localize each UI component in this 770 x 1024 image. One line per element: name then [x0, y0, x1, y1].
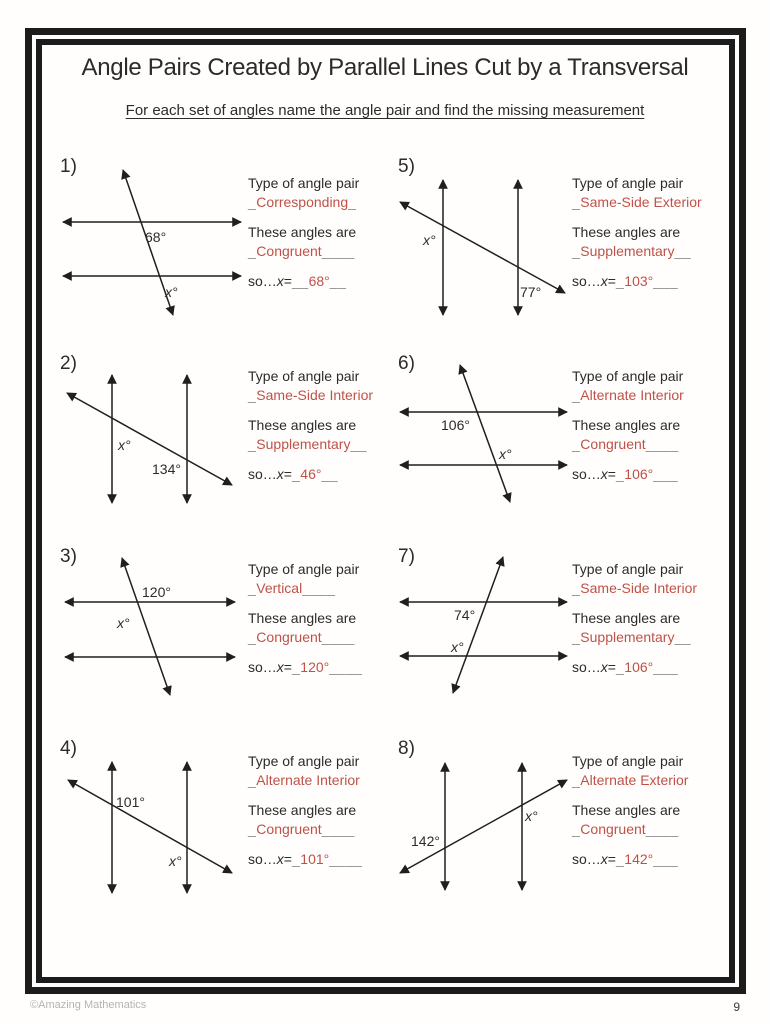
blank: _: [248, 387, 257, 403]
given-angle-label: 120°: [142, 584, 171, 600]
page-number: 9: [733, 1000, 740, 1014]
type-label: Type of angle pair: [248, 368, 360, 384]
relation-answer-line: [572, 820, 722, 839]
problem-4-number: 4): [60, 738, 77, 759]
blank: ____: [329, 851, 363, 867]
so-prefix: so…: [572, 851, 601, 867]
blank: _: [248, 772, 257, 788]
relation-label: These angles are: [572, 417, 681, 433]
blank: _: [248, 629, 257, 645]
blank: __: [674, 629, 692, 645]
type-answer-line: [572, 579, 722, 598]
problem-6-answers: [572, 367, 722, 484]
unknown-angle-label: x°: [118, 437, 131, 453]
problem-5-diagram: [393, 162, 583, 322]
type-answer-line: [572, 193, 722, 212]
blank: _: [615, 466, 625, 482]
blank: _: [572, 629, 581, 645]
problem-5-number: 5): [398, 156, 415, 177]
x-value: 103°: [624, 273, 654, 289]
blank: __: [321, 466, 339, 482]
unknown-angle-label: x°: [499, 446, 512, 462]
type-answer-line: [248, 193, 398, 212]
given-angle-label: 74°: [454, 607, 476, 623]
unknown-angle-label: x°: [169, 853, 182, 869]
blank: __: [350, 436, 368, 452]
instructions: For each set of angles name the angle pair and find the missing measurement: [125, 102, 645, 119]
x-variable: x: [276, 466, 284, 482]
relation-answer-line: [248, 242, 398, 261]
so-prefix: so…: [248, 273, 277, 289]
blank: _: [572, 821, 581, 837]
transversal-line: [460, 365, 510, 502]
type-answer: Alternate Interior: [580, 387, 684, 403]
blank: _: [572, 436, 581, 452]
type-answer-line: [248, 579, 398, 598]
relation-answer: Congruent: [256, 243, 322, 259]
blank: _: [248, 436, 257, 452]
transversal-line: [67, 393, 232, 485]
blank: ___: [653, 851, 679, 867]
relation-answer: Supplementary: [580, 243, 675, 259]
so-prefix: so…: [572, 659, 601, 675]
equals-sign: =: [283, 466, 292, 482]
relation-answer-line: [572, 435, 722, 454]
relation-answer-line: [248, 628, 398, 647]
unknown-angle-label: x°: [165, 284, 178, 300]
problem-3-number: 3): [60, 546, 77, 567]
problem-2-diagram: [55, 358, 255, 518]
unknown-angle-label: x°: [423, 232, 436, 248]
blank: ____: [321, 243, 355, 259]
problem-5-answers: [572, 174, 722, 291]
equals-sign: =: [607, 851, 616, 867]
solution-line: [572, 658, 722, 677]
type-answer: Alternate Exterior: [580, 772, 689, 788]
type-answer-line: [572, 386, 722, 405]
problem-1-diagram: [55, 162, 255, 322]
unknown-angle-label: x°: [525, 808, 538, 824]
blank: ___: [653, 273, 679, 289]
relation-answer: Supplementary: [256, 436, 351, 452]
blank: __: [674, 243, 692, 259]
solution-line: [248, 272, 398, 291]
solution-line: [572, 272, 722, 291]
equals-sign: =: [283, 273, 292, 289]
type-label: Type of angle pair: [572, 368, 684, 384]
page-title: Angle Pairs Created by Parallel Lines Cut by a Transversal: [81, 54, 689, 81]
x-variable: x: [600, 273, 608, 289]
relation-answer-line: [572, 628, 722, 647]
blank: ____: [302, 580, 336, 596]
type-answer: Same-Side Interior: [256, 387, 374, 403]
equals-sign: =: [283, 851, 292, 867]
problem-7-number: 7): [398, 546, 415, 567]
problem-8-number: 8): [398, 738, 415, 759]
type-answer-line: [572, 771, 722, 790]
relation-label: These angles are: [248, 417, 357, 433]
type-label: Type of angle pair: [248, 753, 360, 769]
type-answer-line: [248, 771, 398, 790]
solution-line: [572, 850, 722, 869]
equals-sign: =: [607, 466, 616, 482]
solution-line: [248, 850, 398, 869]
relation-answer-line: [572, 242, 722, 261]
given-angle-label: 134°: [152, 461, 181, 477]
transversal-line: [453, 557, 503, 693]
blank: _: [248, 194, 257, 210]
blank: _: [291, 466, 301, 482]
x-variable: x: [600, 466, 608, 482]
blank: ____: [645, 436, 679, 452]
so-prefix: so…: [248, 659, 277, 675]
blank: ____: [645, 821, 679, 837]
relation-answer: Supplementary: [580, 629, 675, 645]
given-angle-label: 142°: [411, 833, 440, 849]
blank: _: [572, 580, 581, 596]
relation-answer: Congruent: [256, 629, 322, 645]
blank: _: [572, 194, 581, 210]
so-prefix: so…: [248, 466, 277, 482]
type-label: Type of angle pair: [572, 561, 684, 577]
problem-8-diagram: [393, 744, 583, 909]
blank: _: [248, 821, 257, 837]
copyright-credit: ©Amazing Mathematics: [30, 999, 147, 1011]
relation-label: These angles are: [248, 802, 357, 818]
so-prefix: so…: [572, 273, 601, 289]
x-value: 46°: [300, 466, 322, 482]
given-angle-label: 77°: [520, 284, 542, 300]
problem-4-diagram: [55, 744, 255, 914]
type-answer: Same-Side Exterior: [580, 194, 702, 210]
type-answer: Vertical: [256, 580, 303, 596]
blank: ____: [329, 659, 363, 675]
solution-line: [248, 658, 398, 677]
problem-4-answers: [248, 752, 398, 869]
transversal-line: [400, 780, 567, 873]
blank: _: [615, 851, 625, 867]
blank: ___: [653, 659, 679, 675]
type-label: Type of angle pair: [248, 561, 360, 577]
problem-7-diagram: [393, 552, 581, 712]
x-variable: x: [600, 851, 608, 867]
problem-1-number: 1): [60, 156, 77, 177]
type-answer: Alternate Interior: [256, 772, 360, 788]
equals-sign: =: [607, 273, 616, 289]
solution-line: [572, 465, 722, 484]
equals-sign: =: [607, 659, 616, 675]
blank: _: [615, 659, 625, 675]
x-value: 106°: [624, 659, 654, 675]
problem-1-answers: [248, 174, 398, 291]
blank: ____: [321, 629, 355, 645]
x-value: 68°: [308, 273, 330, 289]
problem-2-answers: [248, 367, 398, 484]
given-angle-label: 106°: [441, 417, 470, 433]
solution-line: [248, 465, 398, 484]
x-value: 106°: [624, 466, 654, 482]
relation-answer: Congruent: [580, 436, 646, 452]
transversal-line: [68, 780, 232, 873]
unknown-angle-label: x°: [451, 639, 464, 655]
problem-3-diagram: [55, 552, 255, 712]
type-answer: Corresponding: [256, 194, 349, 210]
type-answer: Same-Side Interior: [580, 580, 698, 596]
blank: _: [291, 659, 301, 675]
blank: _: [291, 851, 301, 867]
type-label: Type of angle pair: [248, 175, 360, 191]
type-label: Type of angle pair: [572, 175, 684, 191]
x-variable: x: [276, 659, 284, 675]
relation-label: These angles are: [572, 224, 681, 240]
so-prefix: so…: [572, 466, 601, 482]
relation-label: These angles are: [572, 802, 681, 818]
problem-6-diagram: [393, 358, 581, 513]
x-variable: x: [276, 273, 284, 289]
blank: _: [572, 772, 581, 788]
x-value: 120°: [300, 659, 330, 675]
blank: ___: [653, 466, 679, 482]
relation-answer: Congruent: [580, 821, 646, 837]
x-variable: x: [600, 659, 608, 675]
relation-label: These angles are: [248, 224, 357, 240]
problem-8-answers: [572, 752, 722, 869]
x-value: 142°: [624, 851, 654, 867]
type-answer-line: [248, 386, 398, 405]
x-variable: x: [276, 851, 284, 867]
blank: _: [572, 243, 581, 259]
blank: _: [572, 387, 581, 403]
blank: __: [329, 273, 347, 289]
blank: _: [248, 580, 257, 596]
problem-2-number: 2): [60, 353, 77, 374]
equals-sign: =: [283, 659, 292, 675]
relation-label: These angles are: [572, 610, 681, 626]
given-angle-label: 68°: [145, 229, 167, 245]
problem-6-number: 6): [398, 353, 415, 374]
blank: _: [248, 243, 257, 259]
blank: __: [291, 273, 309, 289]
problem-3-answers: [248, 560, 398, 677]
relation-answer: Congruent: [256, 821, 322, 837]
blank: _: [615, 273, 625, 289]
given-angle-label: 101°: [116, 794, 145, 810]
type-label: Type of angle pair: [572, 753, 684, 769]
relation-answer-line: [248, 820, 398, 839]
problem-7-answers: [572, 560, 722, 677]
relation-label: These angles are: [248, 610, 357, 626]
x-value: 101°: [300, 851, 330, 867]
so-prefix: so…: [248, 851, 277, 867]
unknown-angle-label: x°: [117, 615, 130, 631]
relation-answer-line: [248, 435, 398, 454]
blank: ____: [321, 821, 355, 837]
blank: _: [348, 194, 357, 210]
